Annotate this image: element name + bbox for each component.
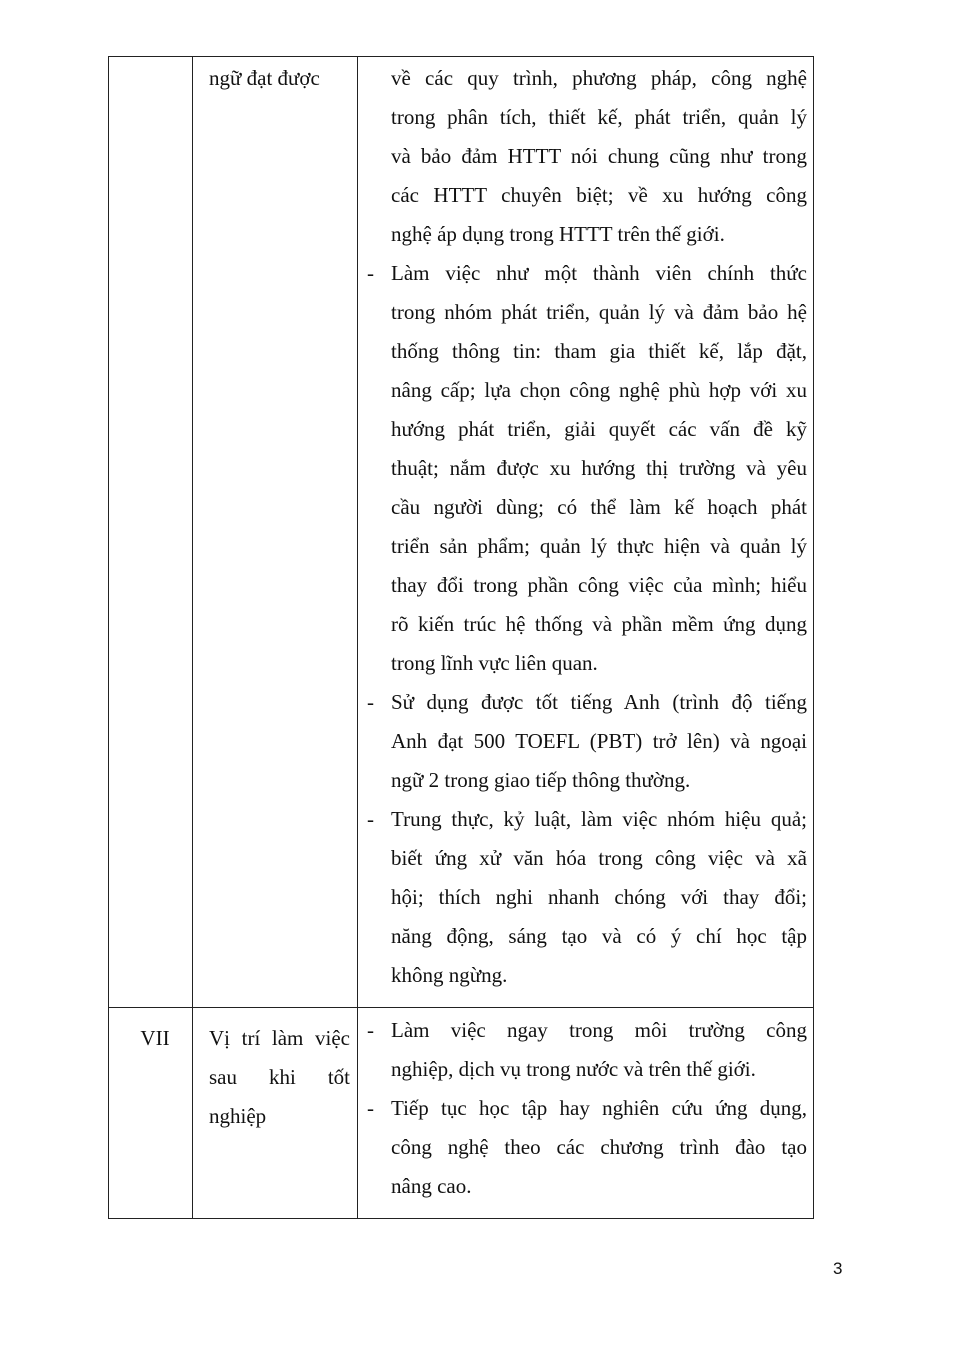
text-line: trong phân tích, thiết kế, phát triển, quản lý [391,105,807,129]
label-line: Vị trí làm việc [209,1026,350,1050]
text-line: nghệ áp dụng trong HTTT trên thế giới. [391,222,725,246]
bullet-item [391,59,807,254]
curriculum-table [108,56,814,1219]
bullet-item [367,1089,807,1206]
text-line: biết ứng xử văn hóa trong công việc và xã [391,846,807,870]
text-line: không ngừng. [391,963,508,987]
label-line: sau khi tốt [209,1065,350,1089]
text-line: cầu người dùng; có thể làm kế hoạch phát [391,495,807,519]
row-content [367,1011,807,1206]
row-label [209,1019,350,1136]
text-line: công nghệ theo các chương trình đào tạo [391,1135,807,1159]
text-line: các HTTT chuyên biệt; về xu hướng công [391,183,807,207]
text-line: và bảo đảm HTTT nói chung cũng như trong [391,144,807,168]
text-line: hướng phát triển, giải quyết các vấn đề kỹ [391,417,807,441]
label-line: ngữ đạt được [209,66,320,90]
dash-bullet: - [367,1018,374,1042]
dash-bullet: - [367,1096,374,1120]
text-line: thuật; nắm được xu hướng thị trường và yêu [391,456,807,480]
text-line: hội; thích nghi nhanh chóng với thay đổi; [391,885,807,909]
text-line: Trung thực, kỷ luật, làm việc nhóm hiệu quả; [391,807,807,831]
dash-bullet: - [367,807,374,831]
text-line: trong nhóm phát triển, quản lý và đảm bảo hệ [391,300,807,324]
text-line: nghiệp, dịch vụ trong nước và trên thế giới. [391,1057,756,1081]
row-label [209,59,350,98]
text-line: nâng cao. [391,1174,472,1198]
page-number: 3 [833,1259,843,1278]
text-line: về các quy trình, phương pháp, công nghệ [391,66,807,90]
bullet-item [367,800,807,995]
dash-bullet: - [367,261,374,285]
text-line: thống thông tin: tham gia thiết kế, lắp đặt, [391,339,807,363]
text-line: rõ kiến trúc hệ thống và phần mềm ứng dụng [391,612,807,636]
label-line: nghiệp [209,1104,267,1128]
text-line: triển sản phẩm; quản lý thực hiện và quản lý [391,534,807,558]
text-line: thay đổi trong phần công việc của mình; hiểu [391,573,807,597]
text-line: trong lĩnh vực liên quan. [391,651,598,675]
text-line: Anh đạt 500 TOEFL (PBT) trở lên) và ngoại [391,729,807,753]
text-line: Sử dụng được tốt tiếng Anh (trình độ tiếng [391,690,807,714]
row-divider [109,1007,813,1008]
text-line: ngữ 2 trong giao tiếp thông thường. [391,768,691,792]
dash-bullet: - [367,690,374,714]
bullet-item [367,1011,807,1089]
row-content [367,59,807,995]
text-line: nâng cấp; lựa chọn công nghệ phù hợp với xu [391,378,807,402]
bullet-item [367,254,807,683]
row-number: VII [140,1026,170,1050]
text-line: năng động, sáng tạo và có ý chí học tập [391,924,807,948]
text-line: Làm việc như một thành viên chính thức [391,261,807,285]
column-divider [357,57,358,1218]
bullet-item [367,683,807,800]
text-line: Tiếp tục học tập hay nghiên cứu ứng dụng, [391,1096,807,1120]
text-line: Làm việc ngay trong môi trường công [391,1018,807,1042]
